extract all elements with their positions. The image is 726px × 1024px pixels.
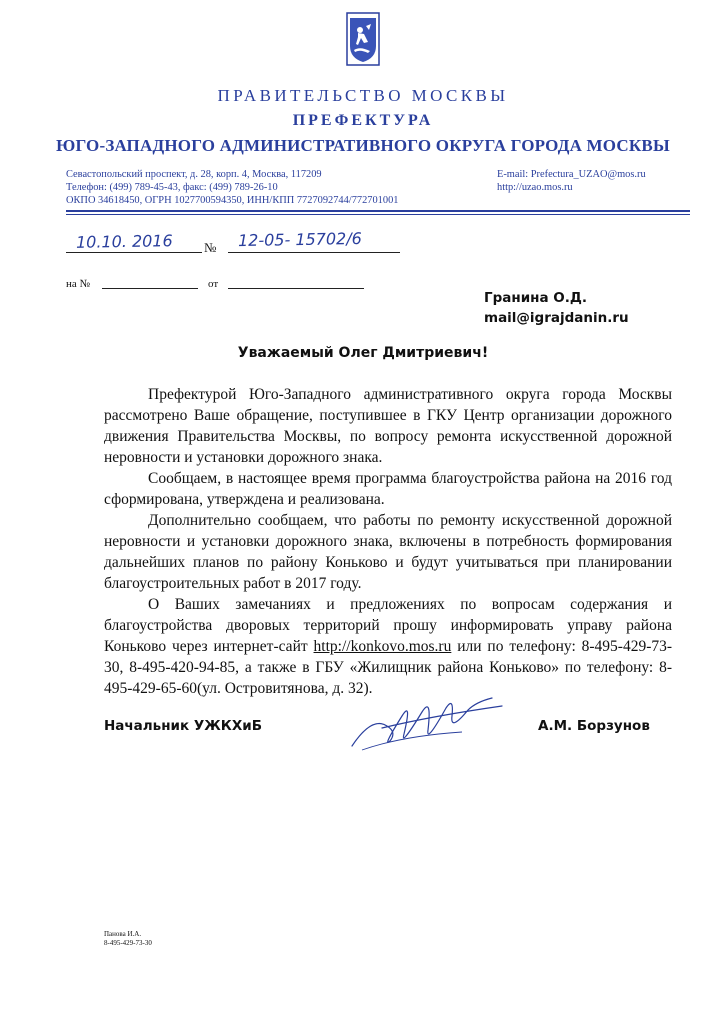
website-line: http://uzao.mos.ru <box>497 182 573 193</box>
executor-name: Панова И.А. <box>104 930 142 938</box>
paragraph-1: Префектурой Юго-Западного административного округа города Москвы рассмотрено Ваше обращение, поступившее в ГКУ Центр организации дорожного движения Правительства Москвы, по вопросу ремонта искусственной дорожной неровности и установки дорожного знака. <box>104 386 672 466</box>
recipient-email: mail@igrajdanin.ru <box>484 310 629 326</box>
paragraph-4 <box>104 594 672 699</box>
registration-number: 12-05- 15702/6 <box>237 228 362 251</box>
header-divider-thin <box>66 214 690 215</box>
reference-underline <box>102 288 198 289</box>
signer-title: Начальник УЖКХиБ <box>104 718 262 734</box>
greeting: Уважаемый Олег Дмитриевич! <box>237 345 489 361</box>
konkovo-site-link[interactable]: http://konkovo.mos.ru <box>313 638 452 655</box>
number-underline <box>228 252 400 253</box>
codes-line: ОКПО 34618450, ОГРН 1027700594350, ИНН/КПП 7727092744/772701001 <box>66 195 399 206</box>
address-line: Севастопольский проспект, д. 28, корп. 4, Москва, 117209 <box>66 169 322 180</box>
registration-date: 10.10. 2016 <box>75 231 173 252</box>
executor-block <box>104 930 152 948</box>
recipient-name: Гранина О.Д. <box>484 290 588 306</box>
executor-phone: 8-495-429-73-30 <box>104 939 152 947</box>
okrug-title: ЮГО-ЗАПАДНОГО АДМИНИСТРАТИВНОГО ОКРУГА ГОРОДА МОСКВЫ <box>56 136 670 155</box>
signer-name: А.М. Борзунов <box>538 718 650 734</box>
phone-line: Телефон: (499) 789-45-43, факс: (499) 789-26-10 <box>66 182 278 193</box>
email-line: E-mail: Prefectura_UZAO@mos.ru <box>497 169 646 180</box>
number-sign: № <box>204 240 217 255</box>
government-title: ПРАВИТЕЛЬСТВО МОСКВЫ <box>217 86 509 105</box>
paragraph-4-end: или по телефону: 8-495-429-73-30, 8-495-420-94-85, а также в ГБУ «Жилищник района Коньково» по телефону: 8-495-429-65-60(ул. Островитянова, д. 32). <box>104 638 673 697</box>
reference-from-label: от <box>208 278 219 290</box>
paragraph-2: Сообщаем, в настоящее время программа благоустройства района на 2016 год сформирована, утверждена и реализована. <box>104 470 672 508</box>
reference-label: на № <box>66 278 91 290</box>
handwritten-signature <box>342 686 512 756</box>
reference-from-underline <box>228 288 364 289</box>
prefecture-title: ПРЕФЕКТУРА <box>292 112 434 129</box>
header-divider <box>66 210 690 212</box>
contact-block-right <box>497 168 646 194</box>
contact-block-left <box>66 168 398 207</box>
paragraph-4-start: О Ваших замечаниях и предложениях по вопросам содержания и благоустройства дворовых территорий прошу информировать управу района Коньково через интернет-сайт <box>104 596 672 655</box>
paragraph-3: Дополнительно сообщаем, что работы по ремонту искусственной дорожной неровности и установки дорожного знака, включены в потребность формирования дальнейших планов по району Коньково и будут учитываться при планировании благоустроительных работ в 2017 году. <box>104 512 672 592</box>
date-underline <box>66 252 202 253</box>
moscow-emblem-icon <box>346 12 380 66</box>
letter-body <box>104 384 672 699</box>
